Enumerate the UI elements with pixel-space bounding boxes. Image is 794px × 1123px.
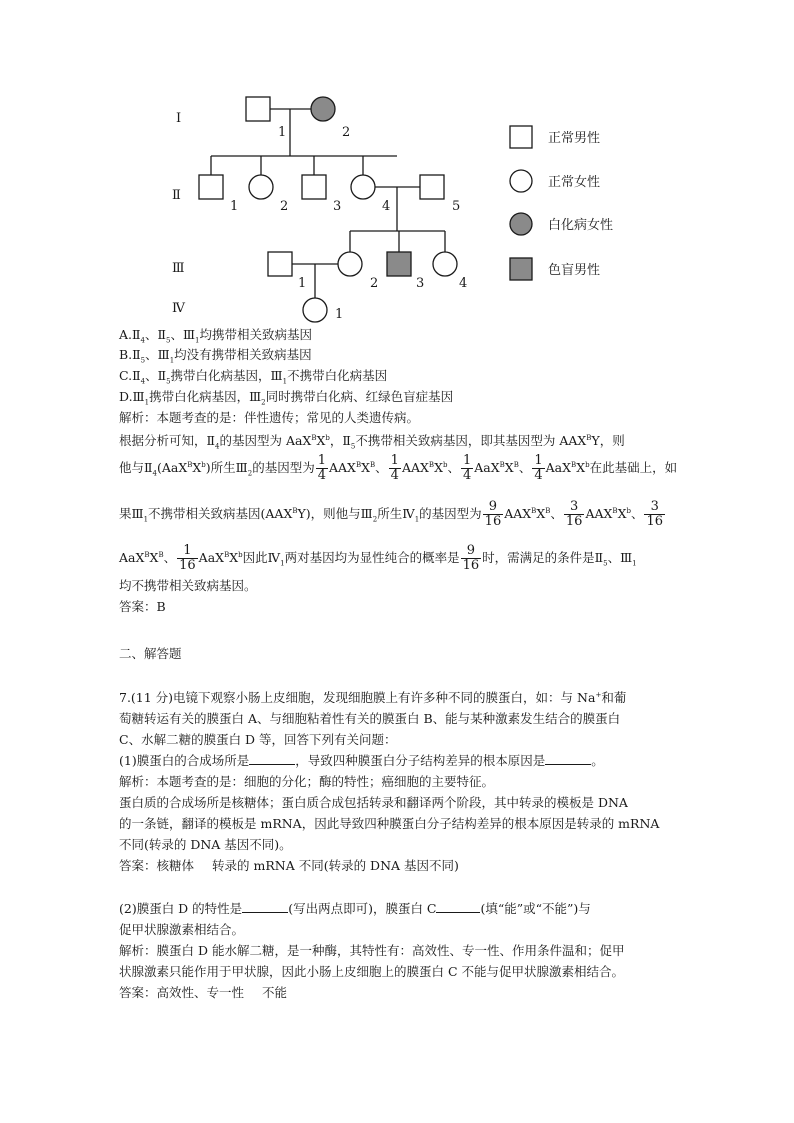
generation-label-1: Ⅰ (176, 111, 182, 126)
option-d: $D.Ⅲ_1$携带白化病基因，$Ⅲ_2$同时携带白化病、红绿色盲症基因 (119, 389, 454, 407)
individual-label: 1 (278, 125, 287, 140)
g2-female-2 (249, 175, 273, 199)
legend-colorblind-male-icon (510, 258, 532, 280)
legend-normal-male-icon (510, 126, 532, 148)
g3-female-2 (338, 252, 362, 276)
fraction: $\frac{1}{4}$ (462, 453, 472, 483)
analysis-line-6: 均不携带相关致病基因。 (119, 578, 257, 593)
option-b: $B.Ⅱ_5$、$Ⅲ_1$均没有携带相关致病基因 (119, 347, 312, 365)
legend-albino-female-icon (510, 213, 532, 235)
q7-part1-answer: 答案：核糖体 转录的 mRNA 不同(转录的 DNA 基因不同) (119, 858, 459, 873)
g3-female-4 (433, 252, 457, 276)
q7-line-2: 萄糖转运有关的膜蛋白 A、与细胞粘着性有关的膜蛋白 B、能与某种激素发生结合的膜蛋白 (119, 711, 621, 726)
fraction: $\frac{1}{4}$ (317, 453, 326, 483)
g2-male-5 (420, 175, 444, 199)
g3-male-3-affected (387, 252, 411, 276)
fraction: $\frac{1}{4}$ (390, 453, 399, 483)
fraction: $\frac{9}{16}$ (484, 499, 502, 529)
individual-label: 3 (333, 199, 342, 214)
individual-label: 1 (298, 276, 307, 291)
analysis-line-3: 他与$Ⅱ_4(AaX^BX^b)$所生$Ⅲ_2$的基因型为 $\frac{1}{4}$ $AAX^BX^B$、 $\frac{1}{4}$ $AAX^BX^b$、 $\frac{1}{4}$ $AaX^BX^B$、 $\frac{1}{4}$ $AaX^BX^b$在此基础上，如 (119, 453, 678, 483)
fraction: $\frac{3}{16}$ (646, 499, 664, 529)
q7-part2: (2)膜蛋白 D 的特性是 (写出两点即可)，膜蛋白 C (填“能”或“不能”)与 (119, 901, 591, 916)
q7-part2-line-2: 促甲状腺激素相结合。 (119, 922, 245, 937)
analysis-line-5: $AaX^BX^B$、 $\frac{1}{16}$ $AaX^BX^b$因此$Ⅳ_1$两对基因均为显性纯合的概率是 $\frac{9}{16}$ 时，需满足的条件是$Ⅱ_5$、$Ⅲ_1$ (119, 543, 637, 573)
analysis-line-2: 根据分析可知，$Ⅱ_4$的基因型为 $AaX^BX^b$，$Ⅱ_5$不携带相关致病基因，即其基因型为 $AAX^BY$，则 (119, 433, 625, 451)
individual-label: 2 (370, 276, 379, 291)
individual-label: 2 (280, 199, 289, 214)
section-heading: 二、解答题 (119, 646, 182, 661)
q7-part2-analysis-1: 解析：膜蛋白 D 能水解二糖，是一种酶，其特性有：高效性、专一性、作用条件温和；促甲 (119, 943, 625, 958)
q7-part2-analysis-2: 状腺激素只能作用于甲状腺，因此小肠上皮细胞上的膜蛋白 C 不能与促甲状腺激素相结合。 (119, 964, 625, 979)
q7-line-3: C、水解二糖的膜蛋白 D 等，回答下列有关问题： (119, 732, 397, 747)
q7-part1: (1)膜蛋白的合成场所是 ，导致四种膜蛋白分子结构差异的根本原因是 。 (119, 753, 604, 768)
g1-male-1 (246, 97, 270, 121)
fraction: $\frac{9}{16}$ (462, 543, 480, 573)
individual-label: 5 (452, 199, 461, 214)
generation-label-3: Ⅲ (172, 261, 185, 276)
analysis-line-4: 果$Ⅲ_1$不携带相关致病基因$(AAX^BY)$，则他与$Ⅲ_2$所生$Ⅳ_1$的基因型为 $\frac{9}{16}$ $AAX^BX^B$、 $\frac{3}{16}$ $AAX^BX^b$、 $\frac{3}{16}$ (119, 499, 664, 529)
g1-female-2-affected (311, 97, 335, 121)
individual-label: 1 (230, 199, 239, 214)
legend-albino-female-label: 白化病女性 (548, 218, 614, 233)
answer-blank[interactable] (436, 902, 480, 913)
legend-normal-female-label: 正常女性 (548, 175, 601, 190)
g3-male-1 (268, 252, 292, 276)
fraction: $\frac{1}{16}$ (179, 543, 196, 573)
q7-part1-analysis-3: 的一条链，翻译的模板是 mRNA，因此导致四种膜蛋白分子结构差异的根本原因是转录的 mRNA (119, 816, 660, 831)
individual-label: 2 (342, 125, 351, 140)
g2-male-3 (302, 175, 326, 199)
pedigree-chart (160, 86, 680, 326)
individual-label: 4 (382, 199, 391, 214)
q7-line-1: 7.(11 分)电镜下观察小肠上皮细胞，发现细胞膜上有许多种不同的膜蛋白，如：与 Na+和葡 (119, 690, 627, 705)
individual-label: 4 (459, 276, 468, 291)
fraction: $\frac{3}{16}$ (565, 499, 583, 529)
g4-female-1 (303, 298, 327, 322)
answer-blank[interactable] (242, 902, 288, 913)
individual-label: 1 (335, 307, 344, 322)
option-c: $C.Ⅱ_4$、$Ⅱ_5$携带白化病基因，$Ⅲ_1$不携带白化病基因 (119, 368, 388, 386)
q7-part2-answer: 答案：高效性、专一性 不能 (119, 985, 288, 1000)
q7-part1-analysis-2: 蛋白质的合成场所是核糖体；蛋白质合成包括转录和翻译两个阶段，其中转录的模板是 DNA (119, 795, 628, 810)
analysis-line-1: 解析：本题考查的是：伴性遗传；常见的人类遗传病。 (119, 410, 420, 425)
q7-part1-analysis-1: 解析：本题考查的是：细胞的分化；酶的特性；癌细胞的主要特征。 (119, 774, 495, 789)
generation-label-4: Ⅳ (172, 301, 185, 316)
legend-normal-male-label: 正常男性 (548, 131, 601, 146)
g2-female-4 (351, 175, 375, 199)
answer-q6: 答案：B (119, 599, 166, 614)
answer-blank[interactable] (545, 754, 591, 765)
legend-colorblind-male-label: 色盲男性 (548, 263, 601, 278)
q7-part1-analysis-4: 不同(转录的 DNA 基因不同)。 (119, 837, 292, 852)
fraction: $\frac{1}{4}$ (534, 453, 543, 483)
answer-blank[interactable] (249, 754, 295, 765)
option-a: $A.Ⅱ_4$、$Ⅱ_5$、$Ⅲ_1$均携带相关致病基因 (119, 327, 312, 345)
legend-normal-female-icon (510, 170, 532, 192)
generation-label-2: Ⅱ (172, 188, 181, 203)
individual-label: 3 (416, 276, 425, 291)
g2-male-1 (199, 175, 223, 199)
